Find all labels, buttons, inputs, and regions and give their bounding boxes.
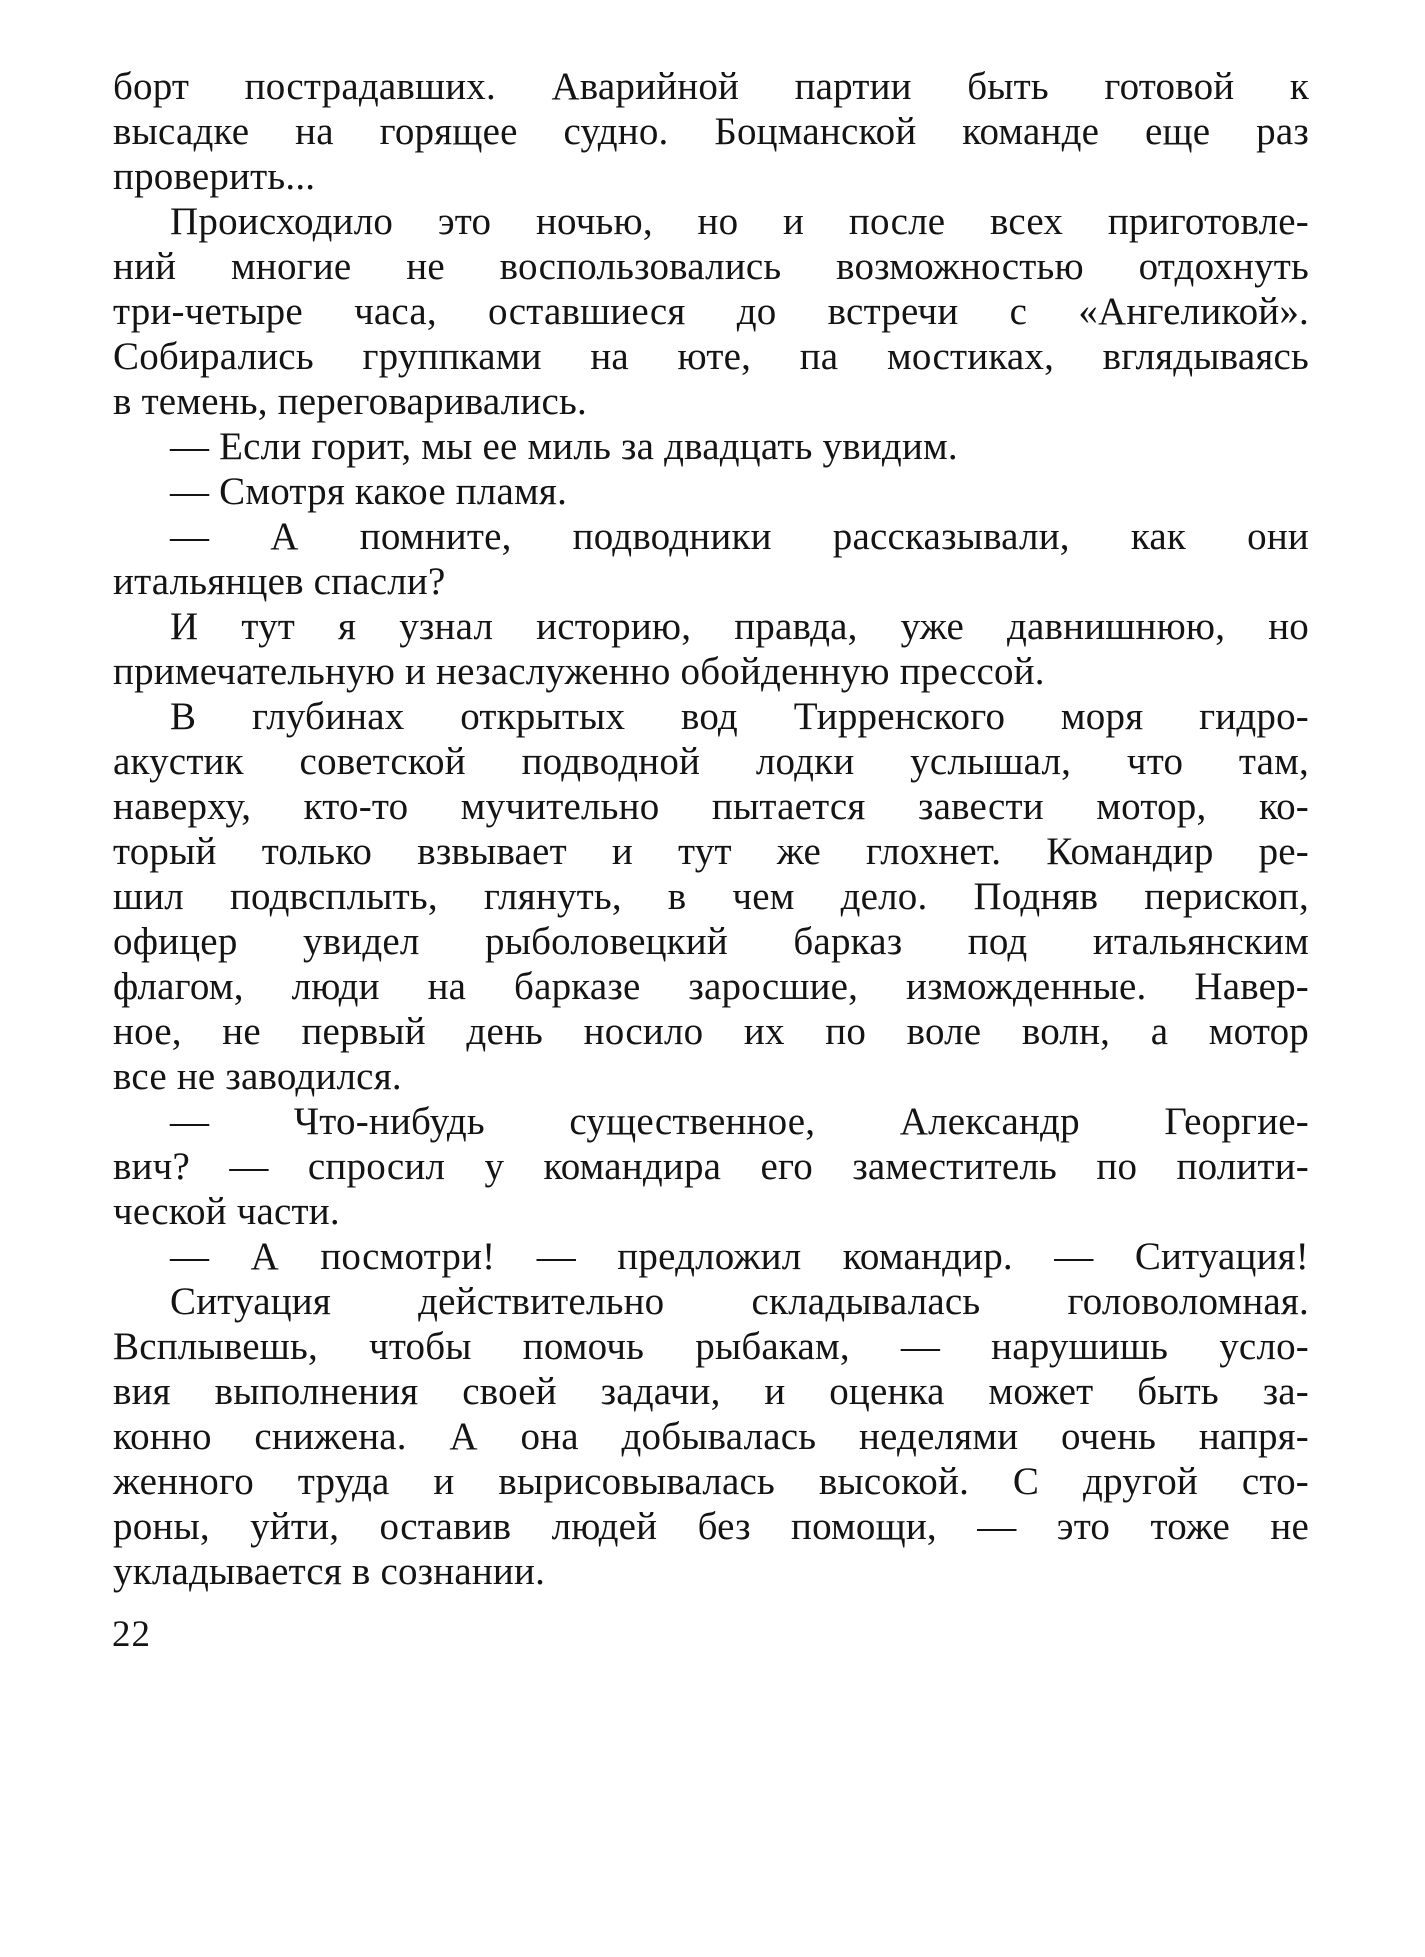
text-line: вия выполнения своей задачи, и оценка может быть за- [113,1370,1309,1413]
text-line: роны, уйти, оставив людей без помощи, — это тоже не [113,1505,1309,1548]
text-line: женного труда и вырисовывалась высокой. С другой сто- [113,1460,1309,1503]
text-line: — Если горит, мы ее миль за двадцать увидим. [170,425,958,468]
text-line: В глубинах открытых вод Тирренского моря гидро- [170,695,1309,738]
text-line: шил подвсплыть, глянуть, в чем дело. Подняв перископ, [113,875,1309,918]
text-line: ное, не первый день носило их по воле волн, а мотор [113,1010,1309,1053]
text-line: Собирались группками на юте, па мостиках, вглядываясь [113,335,1309,378]
text-line: флагом, люди на барказе заросшие, изможденные. Навер- [113,965,1309,1008]
text-line: Всплывешь, чтобы помочь рыбакам, — нарушишь усло- [113,1325,1309,1368]
text-line: — А посмотри! — предложил командир. — Ситуация! [170,1235,1309,1278]
text-line: ний многие не воспользовались возможностью отдохнуть [113,245,1309,288]
text-line: Ситуация действительно складывалась головоломная. [170,1280,1309,1323]
text-line: офицер увидел рыболовецкий барказ под итальянским [113,920,1309,963]
text-line: ческой части. [113,1190,340,1233]
text-line: Происходило это ночью, но и после всех приготовле- [170,200,1309,243]
text-line: акустик советской подводной лодки услышал, что там, [113,740,1309,783]
text-line: в темень, переговаривались. [113,380,587,423]
page-number: 22 [112,1614,151,1655]
text-line: И тут я узнал историю, правда, уже давнишнюю, но [170,605,1309,648]
text-line: вич? — спросил у командира его заместитель по полити- [113,1145,1309,1188]
text-line: все не заводился. [113,1055,402,1098]
text-line: торый только взвывает и тут же глохнет. Командир ре- [113,830,1309,873]
body-text [113,64,1309,1594]
text-line: наверху, кто-то мучительно пытается завести мотор, ко- [113,785,1309,828]
text-line: итальянцев спасли? [113,560,446,603]
text-line: — Смотря какое пламя. [170,470,568,513]
text-line: укладывается в сознании. [113,1550,546,1593]
text-line: конно снижена. А она добывалась неделями очень напря- [113,1415,1309,1458]
text-line: борт пострадавших. Аварийной партии быть готовой к [113,65,1309,108]
text-line: — А помните, подводники рассказывали, как они [170,515,1309,558]
text-line: — Что-нибудь существенное, Александр Георгие- [170,1100,1309,1143]
text-line: примечательную и незаслуженно обойденную прессой. [113,650,1045,693]
text-line: три-четыре часа, оставшиеся до встречи с «Ангеликой». [113,290,1309,333]
text-line: высадке на горящее судно. Боцманской команде еще раз [113,110,1309,153]
text-line: проверить... [113,155,316,198]
